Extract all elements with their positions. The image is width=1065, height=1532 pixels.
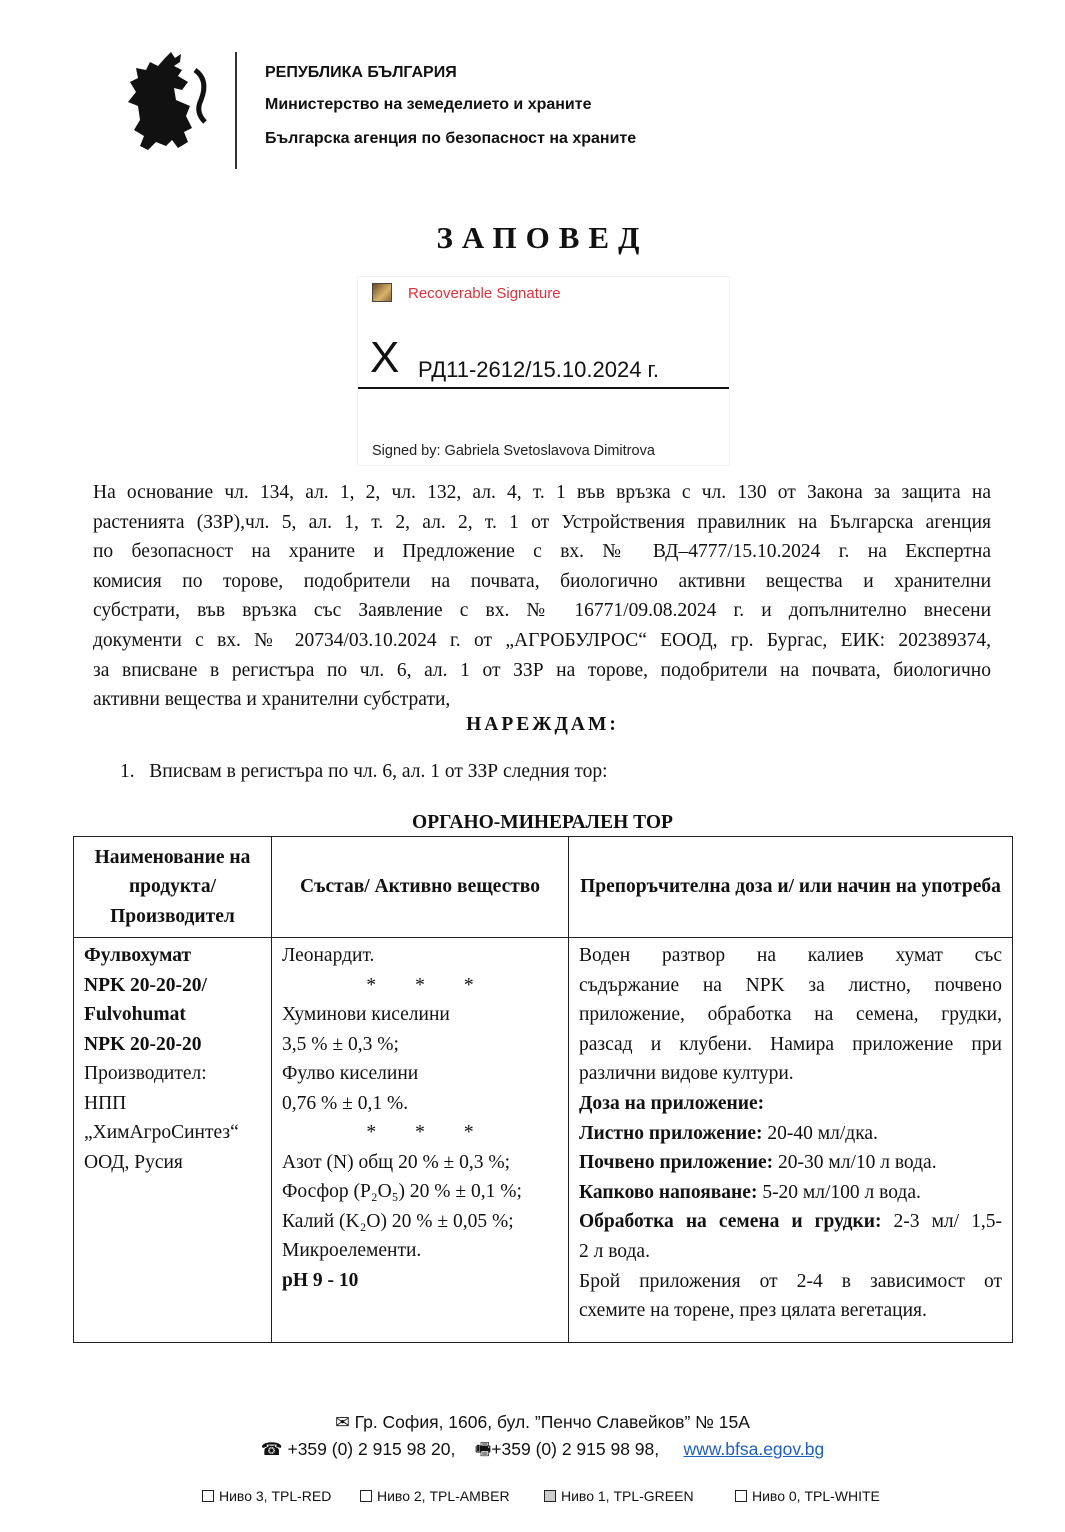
header-product: Наименование на продукта/ Производител [74,837,272,938]
dosage-label: Почвено приложение: [579,1152,774,1174]
order-item-1: 1. Вписвам в регистъра по чл. 6, ал. 1 от ЗЗР следния тор: [120,761,608,782]
checkbox-icon [544,1490,556,1502]
tlp-option[interactable] [360,1488,510,1504]
header-agency: Българска агенция по безопасност на храните [265,130,637,147]
dosage-line [579,1059,1002,1089]
fax-text: +359 (0) 2 915 98 98, [491,1439,660,1459]
tlp-label: Ниво 3, TPL-RED [219,1488,332,1504]
dosage-label: Капково напояване: [579,1181,758,1203]
signature-status: Recoverable Signature [408,285,561,302]
checkbox-icon [735,1490,747,1502]
signature-image-icon [372,283,392,302]
document-title: ЗАПОВЕД [436,220,649,255]
dosage-text: 20-30 мл/10 л вода. [773,1152,937,1174]
dosage-line [579,941,1002,971]
preamble-line: по безопасност на храните и Предложение с вх. № ВД–4777/15.10.2024 г. на Експертна [93,541,991,563]
producer-line: НПП [84,1092,127,1114]
dosage-text: различни видове култури. [579,1063,794,1085]
envelope-icon: ✉ [335,1412,355,1432]
dosage-text: 20-40 мл/дка. [762,1122,878,1144]
dosage-line [579,1178,1002,1208]
phone-icon: ☎ [260,1439,288,1459]
preamble-line: На основание чл. 134, ал. 1, 2, чл. 132, ал. 4, т. 1 във връзка с чл. 130 от Закона за защита на [93,482,991,503]
product-name-line: Fulvohumat [84,1004,186,1025]
checkbox-icon [360,1490,372,1502]
composition-line: pH 9 - 10 [282,1269,359,1291]
tlp-option[interactable] [202,1488,331,1504]
tlp-option[interactable] [735,1488,880,1504]
coat-of-arms-lion-icon [115,50,215,168]
dosage-label: Листно приложение: [579,1122,763,1144]
signature-line [358,387,729,389]
composition-line: Фулво киселини [282,1063,419,1084]
tlp-option[interactable] [544,1488,694,1504]
order-heading: НАРЕЖДАМ: [466,714,619,735]
signature-block[interactable] [357,276,730,466]
header-ministry: Министерство на земеделието и храните [265,96,592,113]
producer-line: „ХимАгроСинтез“ [84,1122,239,1143]
website-link[interactable]: www.bfsa.egov.bg [683,1439,825,1459]
dosage-text: 2-3 мл/ 1,5- [881,1211,1002,1233]
dosage-text: съдържание на NPK за листно, почвено [579,974,1002,996]
composition-line: Фосфор (P₂O₅) 20 % ± 0,1 %; [282,1181,522,1202]
dosage-line [579,1237,1002,1267]
composition-line: * * * [366,974,474,996]
composition-line: Микроелементи. [282,1240,422,1261]
tlp-label: Ниво 1, TPL-GREEN [561,1488,694,1504]
phone-text: +359 (0) 2 915 98 20, [287,1439,456,1459]
dosage-line [579,1296,1002,1326]
dosage-text: Воден разтвор на калиев хумат със [579,945,1002,966]
dosage-text: разсад и клубени. Намира приложение при [579,1033,1002,1055]
dosage-line [579,1148,1002,1178]
dosage-line [579,971,1002,1001]
preamble-line: комисия по торове, подобрители на почвата, биологично активни вещества и хранителни [93,570,991,592]
footer-contacts [0,1437,1065,1467]
table-title: ОРГАНО-МИНЕРАЛЕН ТОР [412,812,673,833]
dosage-line [579,1030,1002,1060]
product-name-line: NPK 20-20-20 [84,1033,202,1055]
composition-line: 0,76 % ± 0,1 %. [282,1092,409,1114]
dosage-text: 2 л вода. [579,1240,650,1262]
dosage-line [579,1089,1002,1119]
preamble-line: активни вещества и хранителни субстрати, [93,689,451,711]
product-name-line: NPK 20-20-20/ [84,974,207,996]
composition-cell [272,938,569,1343]
preamble-line: документи с вх. № 20734/03.10.2024 г. от „АГРОБУЛРОС“ ЕООД, гр. Бургас, ЕИК: 202389374, [93,629,991,651]
product-name-line: Фулвохумат [84,945,192,966]
composition-line: Азот (N) общ 20 % ± 0,3 %; [282,1151,511,1173]
dosage-label: Обработка на семена и грудки: [579,1211,882,1233]
product-cell [74,938,272,1343]
address-text: Гр. София, 1606, бул. ”Пенчо Славейков” № 15А [354,1412,750,1432]
preamble-line: за вписване в регистъра по чл. 6, ал. 1 от ЗЗР на торове, подобрители на почвата, биологично [93,659,991,681]
dosage-text: схемите на торене, през цялата вегетация. [579,1300,927,1322]
composition-line: Калий (K₂O) 20 % ± 0,05 %; [282,1210,514,1232]
composition-line: Леонардит. [282,945,375,966]
composition-line: Хуминови киселини [282,1004,450,1025]
fax-icon: 🖷 [474,1439,492,1459]
signature-mark: X [370,333,400,382]
preamble-line: субстрати, във връзка със Заявление с вх. № 16771/09.08.2024 г. и допълнително внесени [93,600,991,622]
composition-line: 3,5 % ± 0,3 %; [282,1033,399,1055]
dosage-line [579,1119,1002,1149]
dosage-line [579,1207,1002,1237]
preamble-line: растенията (ЗЗР),чл. 5, ал. 1, т. 2, ал. 2, т. 1 от Устройствения правилник на Българска агенция [93,511,991,533]
order-number: РД11-2612/15.10.2024 г. [418,357,659,382]
producer-line: Производител: [84,1063,207,1084]
composition-line: * * * [366,1122,474,1143]
checkbox-icon [202,1490,214,1502]
table-header-row [74,837,1013,938]
dosage-line [579,1267,1002,1297]
header-divider [235,52,237,169]
header-composition: Състав/ Активно вещество [272,837,569,938]
producer-line: ООД, Русия [84,1151,183,1173]
table-row [74,938,1013,1343]
dosage-text: 5-20 мл/100 л вода. [757,1181,921,1203]
dosage-text: приложение, обработка на семена, грудки, [579,1004,1002,1026]
dosage-line [579,1000,1002,1030]
tlp-label: Ниво 2, TPL-AMBER [377,1488,510,1504]
dosage-cell [569,938,1013,1343]
tlp-label: Ниво 0, TPL-WHITE [752,1488,880,1504]
signed-by: Signed by: Gabriela Svetoslavova Dimitrova [372,443,655,459]
header-dosage: Препоръчителна доза и/ или начин на употреба [569,837,1013,938]
preamble-paragraph [93,478,991,715]
footer-address [0,1412,1065,1433]
header-republic: РЕПУБЛИКА БЪЛГАРИЯ [265,64,457,81]
fertilizer-table [73,836,1013,1343]
dosage-text: Брой приложения от 2-4 в зависимост от [579,1270,1002,1292]
dosage-label: Доза на приложение: [579,1092,765,1114]
